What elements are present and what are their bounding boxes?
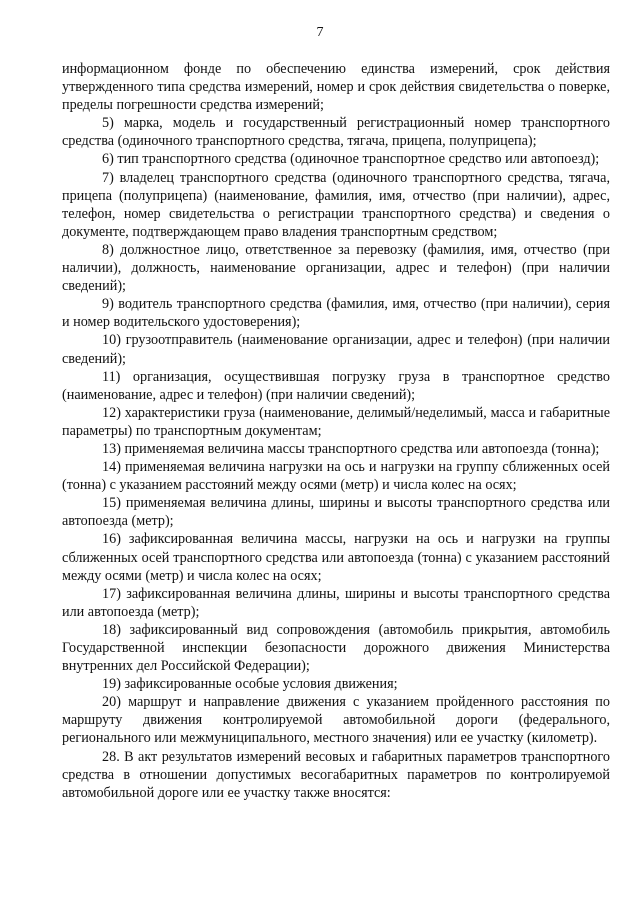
paragraph: 7) владелец транспортного средства (одиночного транспортного средства, тягача, прицепа (полуприцепа) (наименование, фамилия, имя, отчество (при наличии), адрес, телефон, номер свидетельства о регистрации транспортного средства) и сведения о документе, подтверждающем право владения транспортным средством; <box>62 169 610 240</box>
paragraph: 16) зафиксированная величина массы, нагрузки на ось и нагрузки на группы сближенных осей транспортного средства или автопоезда (тонна) с указанием расстояний между осями (метр) и числа колес на осях; <box>62 531 610 584</box>
paragraph: 17) зафиксированная величина длины, ширины и высоты транспортного средства или автопоезда (метр); <box>62 585 610 620</box>
paragraph: 20) маршрут и направление движения с указанием пройденного расстояния по маршруту движения контролируемой автомобильной дороги (федерального, регионального или межмуниципального, местного значения) или ее участку (километр). <box>62 694 610 747</box>
paragraph: 9) водитель транспортного средства (фамилия, имя, отчество (при наличии), серия и номер водительского удостоверения); <box>62 296 610 331</box>
paragraph: 11) организация, осуществившая погрузку груза в транспортное средство (наименование, адрес и телефон) (при наличии сведений); <box>62 368 610 403</box>
paragraph: 18) зафиксированный вид сопровождения (автомобиль прикрытия, автомобиль Государственной инспекции безопасности дорожного движения Министерства внутренних дел Российской Федерации); <box>62 621 610 675</box>
paragraph: 15) применяемая величина длины, ширины и высоты транспортного средства или автопоезда (метр); <box>62 495 610 530</box>
paragraph: 12) характеристики груза (наименование, делимый/неделимый, масса и габаритные параметры) по транспортным документам; <box>62 404 610 439</box>
paragraph: 6) тип транспортного средства (одиночное транспортное средство или автопоезд); <box>102 151 600 168</box>
paragraph: 8) должностное лицо, ответственное за перевозку (фамилия, имя, отчество (при наличии), должность, наименование организации, адрес и телефон) (при наличии сведений); <box>62 241 610 295</box>
paragraph: 13) применяемая величина массы транспортного средства или автопоезда (тонна); <box>102 440 600 457</box>
paragraph: 14) применяемая величина нагрузки на ось и нагрузки на группу сближенных осей (тонна) с указанием расстояний между осями (метр) и числа колес на осях; <box>62 459 610 494</box>
document-body <box>62 60 610 802</box>
page-number: 7 <box>316 25 324 40</box>
paragraph: 10) грузоотправитель (наименование организации, адрес и телефон) (при наличии сведений); <box>62 332 610 367</box>
paragraph: 5) марка, модель и государственный регистрационный номер транспортного средства (одиночного транспортного средства, тягача, прицепа, полуприцепа); <box>62 115 610 150</box>
paragraph: информационном фонде по обеспечению единства измерений, срок действия утвержденного типа средства измерений, номер и срок действия свидетельства о поверке, пределы погрешности средства измерений; <box>62 61 610 114</box>
paragraph: 28. В акт результатов измерений весовых и габаритных параметров транспортного средства в отношении допустимых весогабаритных параметров по контролируемой автомобильной дороге или ее участку также вносятся: <box>62 748 610 801</box>
paragraph: 19) зафиксированные особые условия движения; <box>102 676 398 693</box>
